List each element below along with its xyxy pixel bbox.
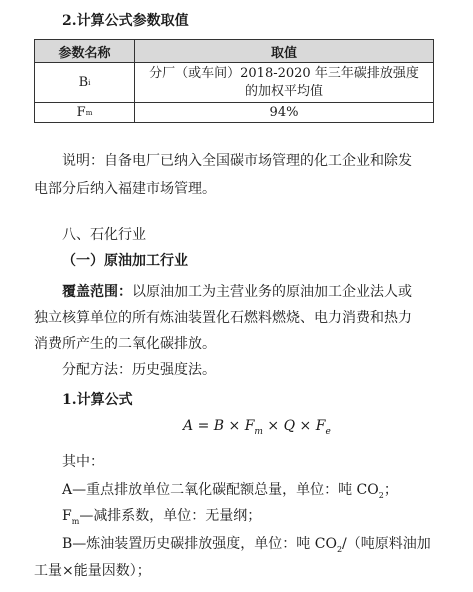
definition-text: B—炼油装置历史碳排放强度，单位：吨 CO: [62, 536, 337, 552]
definition-b-line-1: [62, 533, 431, 554]
formula-term: B: [213, 418, 225, 434]
definition-text: ；: [383, 482, 398, 498]
formula-operator: ×: [295, 418, 316, 434]
symbol-letter: F: [76, 105, 86, 120]
coverage-line-3: 消费所产生的二氧化碳排放。: [34, 336, 216, 352]
table-row-value-bi: [135, 63, 433, 102]
table-row-symbol-fm: [35, 103, 134, 122]
where-label: 其中：: [62, 454, 104, 470]
parameter-table: [34, 39, 434, 123]
formula-subscript: e: [325, 426, 331, 437]
definition-b-line-2: 工量×能量因数）；: [34, 563, 151, 579]
definition-a: [62, 479, 398, 500]
formula-operator: =: [193, 418, 214, 434]
definition-subscript: m: [71, 516, 80, 526]
definition-text: —减排系数，单位：无量纲；: [79, 508, 262, 524]
definition-text: /（吨原料油加: [342, 536, 431, 552]
definition-subscript: 2: [336, 544, 343, 554]
formula-operator: ×: [224, 418, 245, 434]
chapter-title: 八、石化行业: [62, 227, 146, 243]
note-line-2: 电部分后纳入福建市场管理。: [34, 181, 216, 197]
formula-term: A: [183, 418, 194, 434]
subsection-title: （一）原油加工行业: [62, 253, 188, 269]
coverage-line-2: 独立核算单位的所有炼油装置化石燃料燃烧、电力消费和热力: [34, 310, 412, 326]
symbol-letter: B: [78, 75, 89, 90]
formula-section-title: 1.计算公式: [62, 392, 133, 408]
formula-term: Q: [283, 418, 296, 434]
formula: [183, 418, 331, 437]
definition-text: A—重点排放单位二氧化碳配额总量，单位：吨 CO: [62, 482, 379, 498]
formula-subscript: m: [254, 426, 263, 437]
allocation-method: 分配方法：历史强度法。: [62, 362, 216, 378]
symbol-subscript: m: [85, 108, 93, 117]
coverage-line-1: [62, 281, 412, 301]
value-line: 分厂（或车间）2018-2020 年三年碳排放强度: [149, 65, 419, 81]
table-header-param-name: 参数名称: [58, 45, 111, 61]
section-title: 2.计算公式参数取值: [62, 13, 189, 29]
formula-term: F: [315, 418, 326, 434]
formula-term: F: [244, 418, 255, 434]
definition-subscript: 2: [378, 490, 384, 500]
table-header-value: 取值: [270, 45, 297, 61]
value-line: 的加权平均值: [244, 83, 323, 99]
table-row-symbol-bi: [35, 63, 134, 102]
definition-symbol: F: [62, 508, 72, 524]
note-line-1: 说明：自备电厂已纳入全国碳市场管理的化工企业和除发: [62, 153, 412, 169]
coverage-text: 以原油加工为主营业务的原油加工企业法人或: [132, 284, 412, 300]
symbol-subscript: i: [88, 78, 91, 87]
table-row-value-fm: 94%: [269, 105, 299, 120]
coverage-label: 覆盖范围：: [62, 284, 132, 300]
definition-fm: [62, 505, 261, 526]
formula-operator: ×: [262, 418, 284, 434]
